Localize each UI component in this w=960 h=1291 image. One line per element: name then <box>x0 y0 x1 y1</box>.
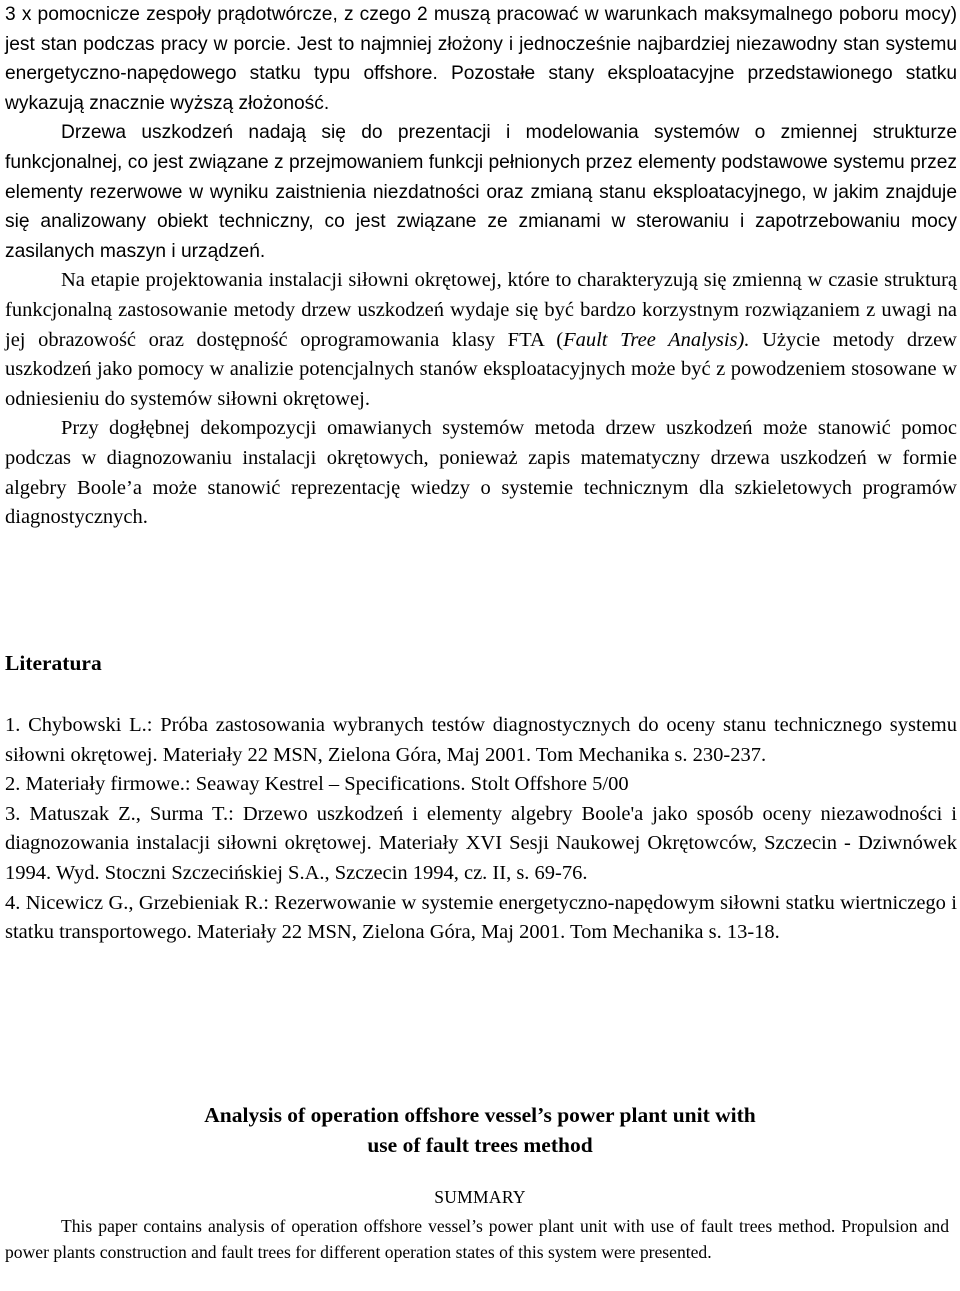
body-text <box>5 0 957 533</box>
paragraph-design-stage-text-end: Użycie metody drzew uszkodzeń jako pomocy w analizie potencjalnych stanów eksploatacyjnych może być z powodzeniem stosowane w odniesieniu do systemów siłowni okrętowej. <box>5 328 957 410</box>
paragraph-port-state: 3 x pomocnicze zespoły prądotwórcze, z czego 2 muszą pracować w warunkach maksymalnego poboru mocy) jest stan podczas pracy w porcie. Jest to najmniej złożony i jednocześnie najbardziej niezawodny stan systemu energetyczno-napędowego statku typu offshore. Pozostałe stany eksploatacyjne przedstawionego statku wykazują znacznie wyższą złożoność. <box>5 4 957 114</box>
english-title-line-2: use of fault trees method <box>367 1133 593 1157</box>
english-title <box>0 1100 960 1160</box>
paragraph-design-stage-text: Na etapie projektowania instalacji siłowni okrętowej, które to charakteryzują się zmienną w czasie strukturą funkcjonalną zastosowanie metody drzew uszkodzeń wydaje się być bardzo korzystnym rozwiązaniem z uwagi na jej obrazowość oraz dostępność oprogramowania klasy FTA ( <box>5 269 957 351</box>
summary-text: This paper contains analysis of operation offshore vessel’s power plant unit with use of fault trees method. Propulsion and power plants construction and fault trees for different operation states of this system were presented. <box>5 1216 949 1262</box>
reference-list <box>5 711 957 948</box>
literature-heading: Literatura <box>5 651 102 675</box>
paragraph-design-stage <box>5 266 957 414</box>
paragraph-fault-trees-modeling: Drzewa uszkodzeń nadają się do prezentacji i modelowania systemów o zmiennej strukturze funkcjonalnej, co jest związane z przejmowaniem funkcji pełnionych przez elementy podstawowe systemu przez elementy rezerwowe w wyniku zaistnienia niezdatności oraz zmianą stanu eksploatacyjnego, w jakim znajduje się analizowany obiekt techniczny, co jest związane ze zmianami w sterowaniu i zapotrzebowaniu mocy zasilanych maszyn i urządzeń. <box>5 122 957 262</box>
reference-item: 2. Materiały firmowe.: Seaway Kestrel – Specifications. Stolt Offshore 5/00 <box>5 773 629 796</box>
fta-italic-term: Fault Tree Analysis). <box>563 328 750 351</box>
reference-item: 3. Matuszak Z., Surma T.: Drzewo uszkodzeń i elementy algebry Boole'a jako sposób oceny niezawodności i diagnozowania instalacji siłowni okrętowej. Materiały XVI Sesji Naukowej Okrętowców, Szczecin - Dziwnówek 1994. Wyd. Stoczni Szczecińskiej S.A., Szczecin 1994, cz. II, s. 69-76. <box>5 802 957 884</box>
reference-item: 1. Chybowski L.: Próba zastosowania wybranych testów diagnostycznych do oceny stanu technicznego systemu siłowni okrętowej. Materiały 22 MSN, Zielona Góra, Maj 2001. Tom Mechanika s. 230-237. <box>5 714 957 766</box>
english-title-line-1: Analysis of operation offshore vessel’s power plant unit with <box>204 1103 756 1127</box>
reference-item: 4. Nicewicz G., Grzebieniak R.: Rezerwowanie w systemie energetyczno-napędowym siłowni statku wiertniczego i statku transportowego. Materiały 22 MSN, Zielona Góra, Maj 2001. Tom Mechanika s. 13-18. <box>5 891 957 944</box>
paragraph-decomposition: Przy dogłębnej dekompozycji omawianych systemów metoda drzew uszkodzeń może stanowić pomoc podczas w diagnozowaniu instalacji okrętowych, ponieważ zapis matematyczny drzewa uszkodzeń w formie algebry Boole’a może stanowić reprezentację wiedzy o systemie technicznym dla szkieletowych programów diagnostycznych. <box>5 417 957 529</box>
summary-heading: SUMMARY <box>434 1187 526 1207</box>
